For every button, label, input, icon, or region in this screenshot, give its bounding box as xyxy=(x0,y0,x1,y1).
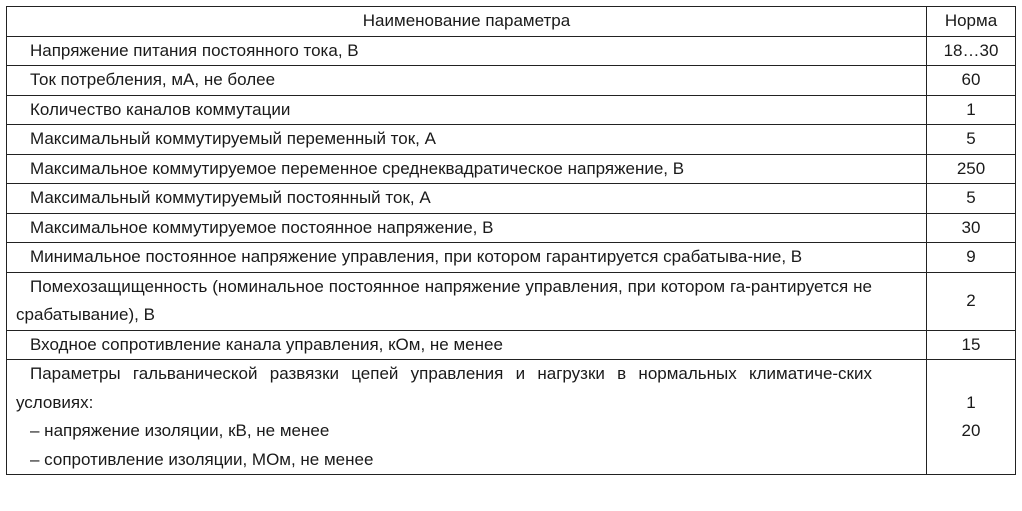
table-row xyxy=(7,125,1016,155)
parameter-name: Максимальный коммутируемый постоянный ток, А xyxy=(7,184,927,214)
parameter-value: 250 xyxy=(927,154,1016,184)
parameter-name: Максимальный коммутируемый переменный ток, А xyxy=(7,125,927,155)
header-parameter-name: Наименование параметра xyxy=(7,7,927,37)
parameter-name: Параметры гальванической развязки цепей управления и нагрузки в нормальных климатиче-ских условиях: – напряжение изоляции, кВ, не менее – сопротивление изоляции, МОм, не менее xyxy=(7,360,927,475)
parameter-value: 5 xyxy=(927,184,1016,214)
parameter-value: 1 xyxy=(927,95,1016,125)
sub-parameter-name: – сопротивление изоляции, МОм, не менее xyxy=(30,449,374,469)
parameter-value: 5 xyxy=(927,125,1016,155)
table-row xyxy=(7,95,1016,125)
table-header-row xyxy=(7,7,1016,37)
parameter-name: Максимальное коммутируемое постоянное напряжение, В xyxy=(7,213,927,243)
parameter-value: 2 xyxy=(927,272,1016,330)
parameter-name: Максимальное коммутируемое переменное среднеквадратическое напряжение, В xyxy=(7,154,927,184)
parameter-value: 30 xyxy=(927,213,1016,243)
parameter-value: 9 xyxy=(927,243,1016,273)
table-row xyxy=(7,360,1016,475)
header-norm: Норма xyxy=(927,7,1016,37)
parameters-table xyxy=(6,6,1016,475)
parameter-value xyxy=(927,360,1016,475)
parameter-name: Входное сопротивление канала управления, кОм, не менее xyxy=(7,330,927,360)
sub-parameter-name: – напряжение изоляции, кВ, не менее xyxy=(30,421,330,440)
table-row xyxy=(7,243,1016,273)
sub-parameter-value: 20 xyxy=(961,421,981,440)
parameter-value: 15 xyxy=(927,330,1016,360)
table-row xyxy=(7,66,1016,96)
table-row xyxy=(7,184,1016,214)
sub-parameter-value: 1 xyxy=(966,392,976,412)
parameter-name: Ток потребления, мА, не более xyxy=(7,66,927,96)
parameter-name: Помехозащищенность (номинальное постоянное напряжение управления, при котором га-рантируется не срабатывание), В xyxy=(7,272,927,330)
parameter-name: Минимальное постоянное напряжение управления, при котором гарантируется срабатыва-ние, В xyxy=(7,243,927,273)
table-row xyxy=(7,330,1016,360)
parameter-value: 18…30 xyxy=(927,36,1016,66)
table-row xyxy=(7,272,1016,330)
table-row xyxy=(7,154,1016,184)
table-row xyxy=(7,36,1016,66)
parameter-value: 60 xyxy=(927,66,1016,96)
table-row xyxy=(7,213,1016,243)
parameter-name: Количество каналов коммутации xyxy=(7,95,927,125)
parameter-name: Напряжение питания постоянного тока, В xyxy=(7,36,927,66)
